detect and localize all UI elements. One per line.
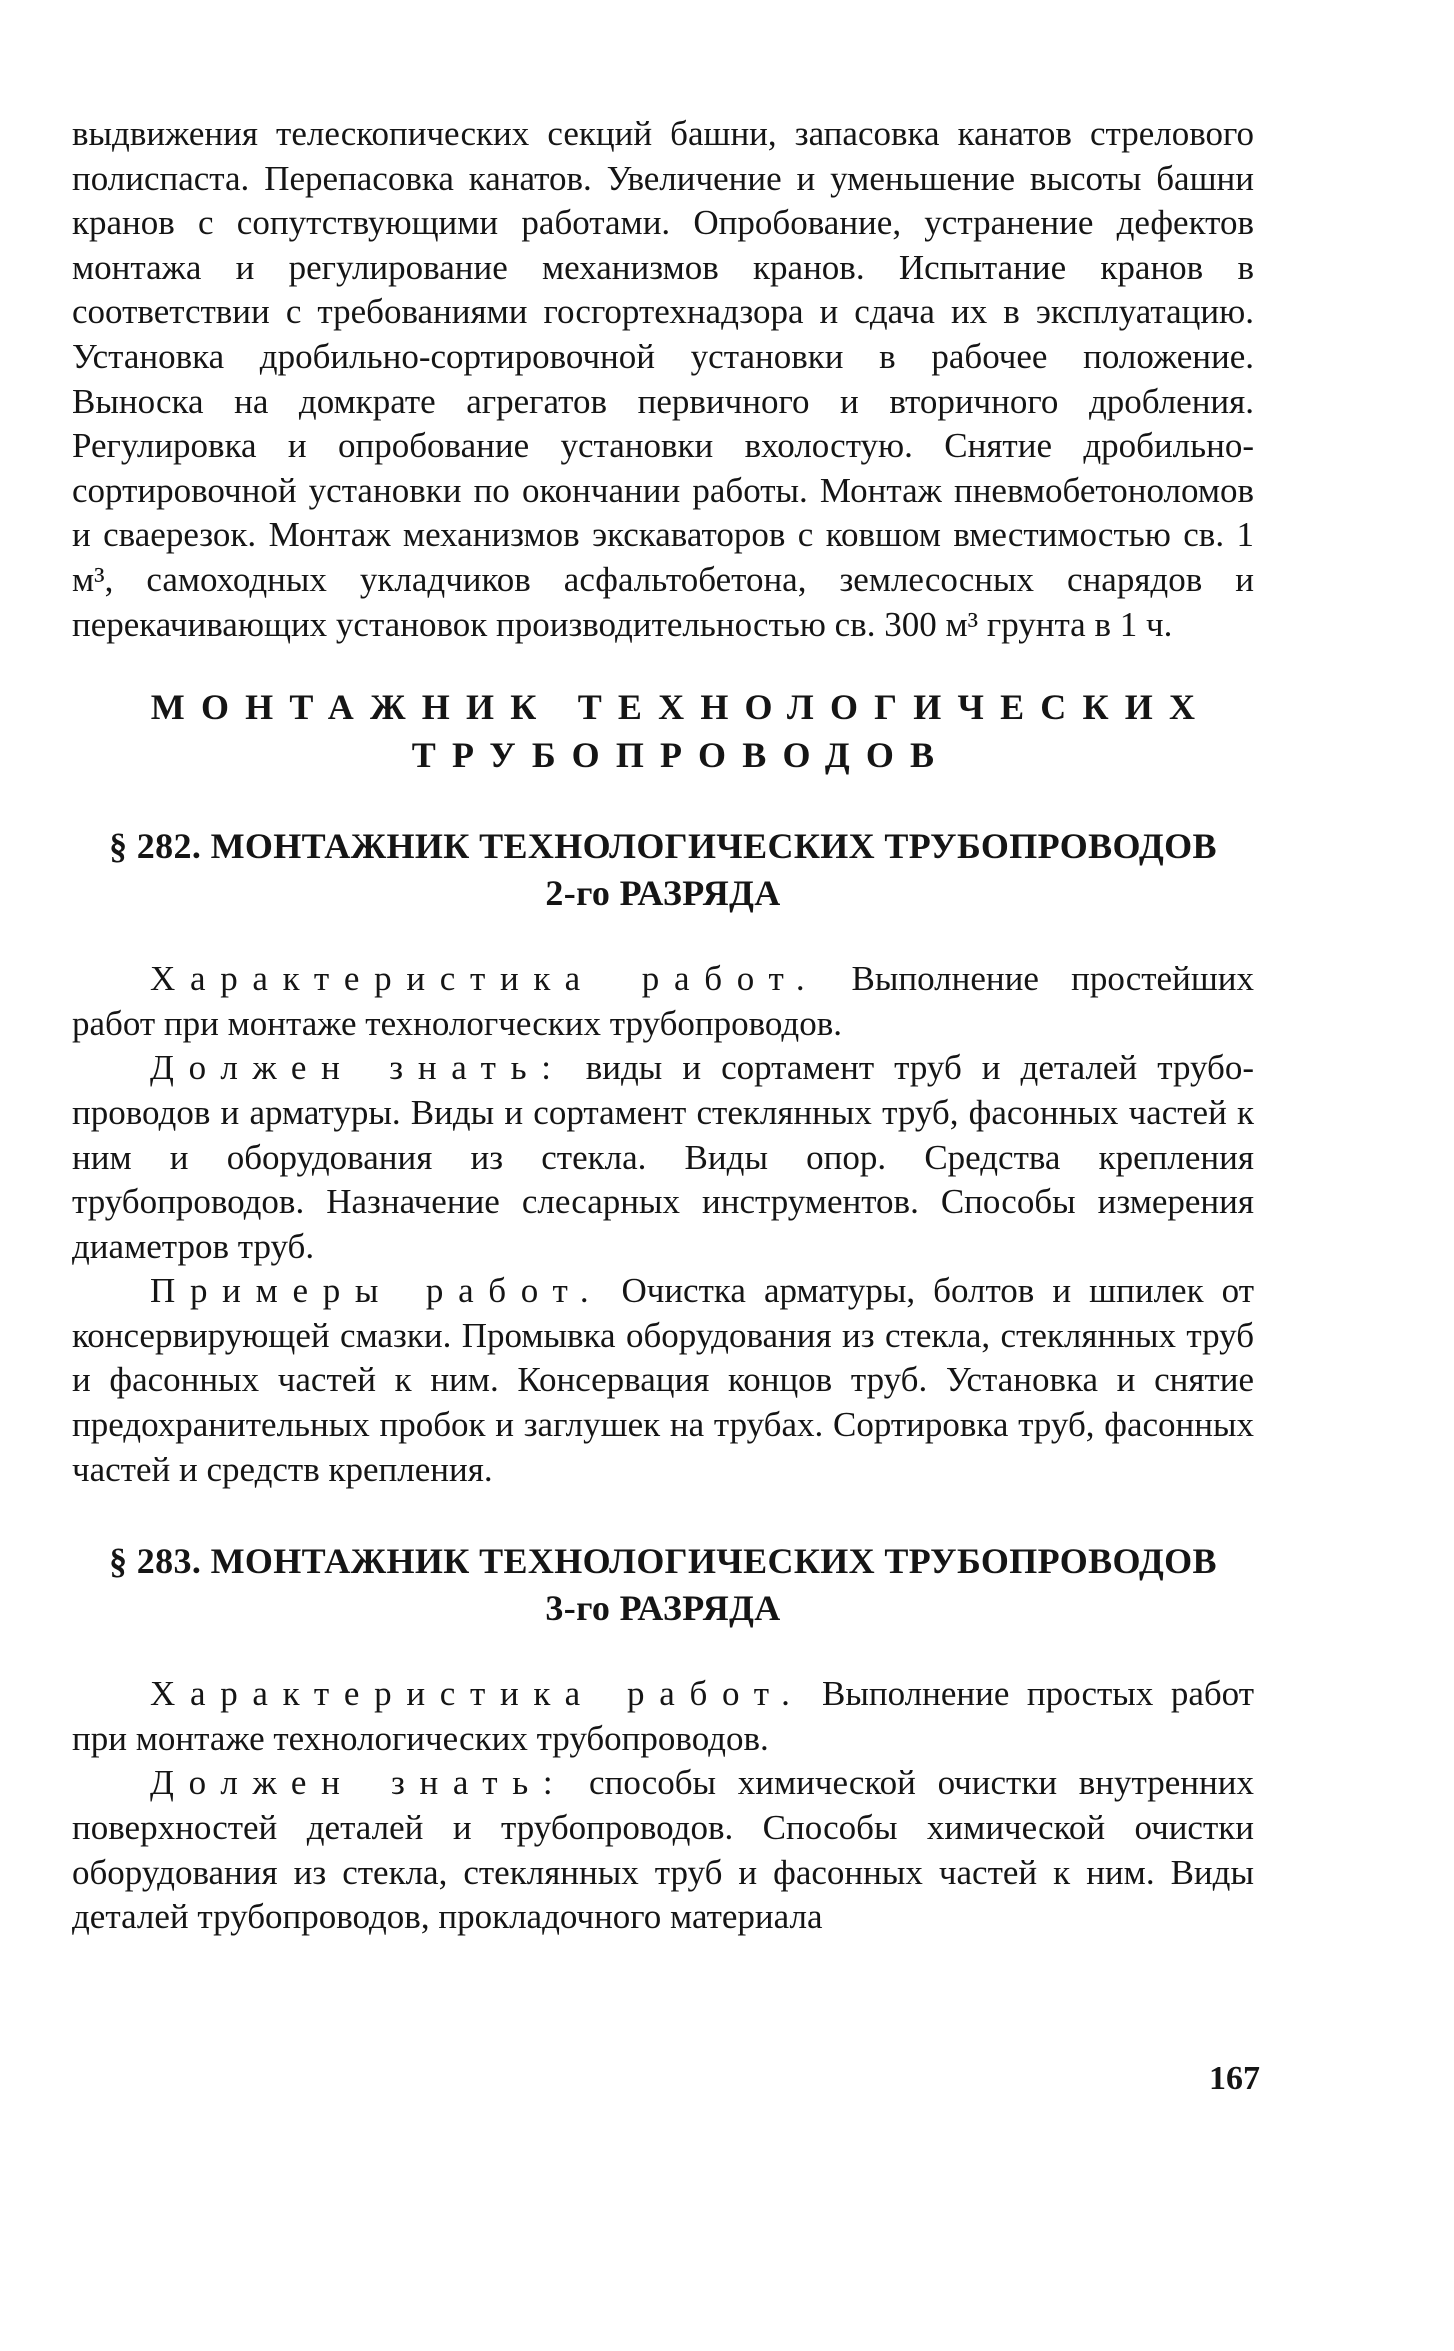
- section-heading-line2: ТРУБОПРОВОДОВ: [411, 735, 951, 776]
- characteristic-text: Выполнение простых работ при монтаже технологических трубопроводов.: [72, 1674, 1254, 1758]
- intro-paragraph: выдвижения телескопических секций башни, запасовка канатов стрелового полиспаста. Перепасовка канатов. Увеличение и уменьшение высоты башни кранов с сопутствующими работами. Опробование, устранение дефектов монтажа и регулирование механизмов кранов. Испытание кранов в соответствии с требованиями госгортехнадзора и сдача их в эксплуатацию. Установка дробильно-сортировочной установки в рабочее положение. Выноска на домкрате агрегатов первичного и вторичного дробления. Регулировка и опробование установки вхолостую. Снятие дробильно-сортировочной установки по окончании работы. Монтаж пневмобетоноломов и сваерезок. Монтаж механизмов экскаваторов с ковшом вместимостью св. 1 м³, самоходных укладчиков асфальтобетона, землесосных снарядов и перекачивающих установок производительностью св. 300 м³ грунта в 1 ч.: [72, 114, 1254, 644]
- paragraph-282-must-know: [72, 1046, 1254, 1269]
- must-know-label: Должен знать:: [150, 1763, 568, 1803]
- paragraph-283-must-know: [72, 1761, 1254, 1939]
- page-body: [72, 112, 1254, 1940]
- page-number: 167: [1209, 2060, 1260, 2097]
- paragraph-282-title-line2: 2-го РАЗРЯДА: [545, 873, 781, 914]
- examples-text: Очистка арматуры, болтов и шпилек от консервирующей смазки. Промывка оборудования из стекла, стеклянных труб и фасонных частей к ним. Консервация концов труб. Установка и снятие предохранительных пробок и заглушек на трубах. Сортировка труб, фасонных частей и средств крепления.: [72, 1271, 1254, 1489]
- must-know-label: Должен знать:: [150, 1048, 566, 1088]
- paragraph-282-characteristic: [72, 957, 1254, 1046]
- characteristic-label: Характеристика работ.: [150, 1674, 805, 1714]
- paragraph-283-title-line1: § 283. МОНТАЖНИК ТЕХНОЛОГИЧЕСКИХ ТРУБОПРОВОДОВ: [109, 1541, 1217, 1582]
- paragraph-282-examples: [72, 1269, 1254, 1492]
- paragraph-282: [72, 823, 1254, 1492]
- examples-label: Примеры работ.: [150, 1271, 604, 1311]
- paragraph-283: [72, 1538, 1254, 1940]
- paragraph-282-title-line1: § 282. МОНТАЖНИК ТЕХНОЛОГИЧЕСКИХ ТРУБОПРОВОДОВ: [109, 826, 1217, 867]
- must-know-text: виды и сортамент труб и деталей трубопроводов и арматуры. Виды и сортамент стеклянных труб, фасонных частей к ним и оборудования из стекла. Виды опор. Средства крепления трубопроводов. Назначение слесарных инструментов. Способы измерения диаметров труб.: [72, 1048, 1254, 1266]
- section-heading-line1: МОНТАЖНИК ТЕХНОЛОГИЧЕСКИХ: [150, 687, 1212, 728]
- section-heading: [72, 683, 1254, 779]
- characteristic-text: Выполнение простейших работ при монтаже технологческих трубопроводов.: [72, 959, 1254, 1043]
- paragraph-283-title-line2: 3-го РАЗРЯДА: [545, 1588, 781, 1629]
- must-know-text: способы химической очистки внутренних поверхностей деталей и трубопроводов. Способы химической очистки оборудования из стекла, стеклянных труб и фасонных частей к ним. Виды деталей трубопроводов, прокладочного материала: [72, 1763, 1254, 1937]
- characteristic-label: Характеристика работ.: [150, 959, 820, 999]
- paragraph-283-characteristic: [72, 1672, 1254, 1761]
